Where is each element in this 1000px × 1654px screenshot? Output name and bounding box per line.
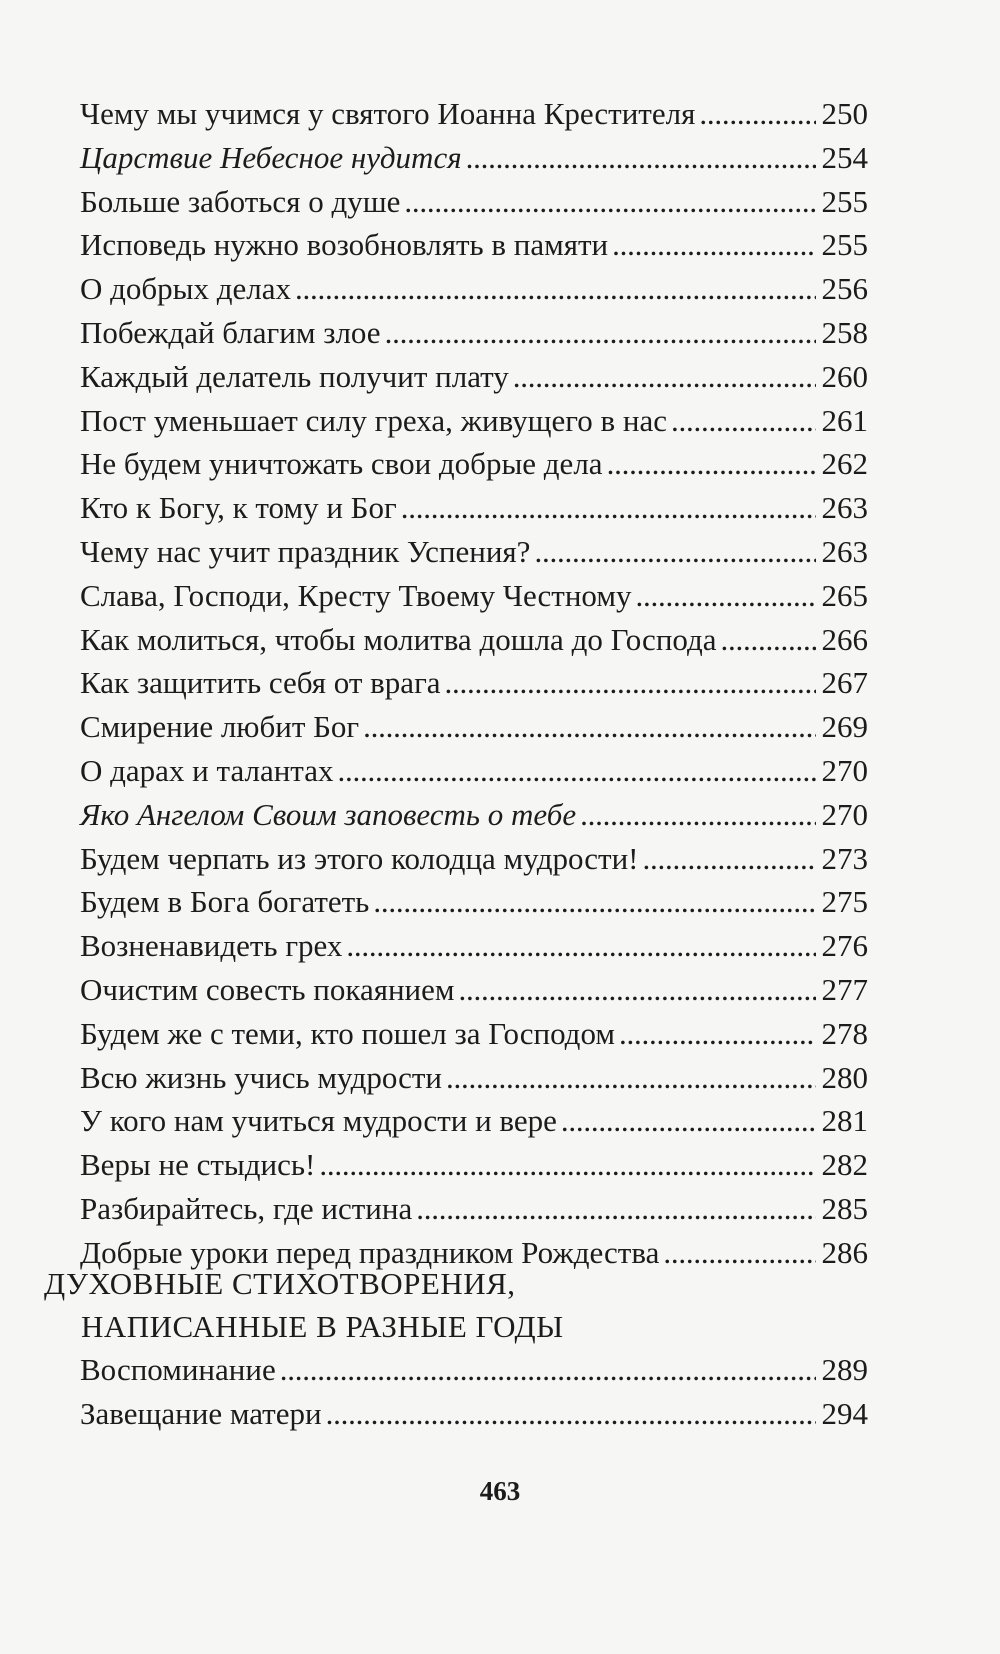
toc-entry-page: 280 (821, 1059, 868, 1095)
toc-entry-title: Возненавидеть грех (80, 928, 343, 964)
toc-entry (80, 1392, 868, 1436)
page-number: 463 (479, 1476, 521, 1506)
section-contents (80, 1348, 868, 1436)
dot-leader (580, 793, 815, 837)
toc-entry-page: 262 (821, 446, 868, 482)
toc-entry-page: 270 (821, 752, 868, 788)
toc-entry-title: Каждый делатель получит плату (80, 358, 509, 394)
dot-leader (534, 530, 815, 574)
dot-leader (699, 92, 815, 136)
toc-entry-page: 263 (821, 533, 868, 569)
toc-entry-page: 282 (821, 1147, 868, 1183)
toc-entry-title: Чему нас учит праздник Успения? (80, 533, 531, 569)
toc-entry (80, 223, 868, 267)
toc-entry (80, 1143, 868, 1187)
dot-leader (337, 749, 815, 793)
toc-entry-page: 294 (821, 1395, 868, 1431)
toc-entry-title: У кого нам учиться мудрости и вере (80, 1103, 557, 1139)
toc-entry (80, 924, 868, 968)
toc-entry (80, 486, 868, 530)
toc-entry-title: Смирение любит Бог (80, 709, 360, 745)
toc-entry (80, 574, 868, 618)
toc-entry-page: 289 (821, 1352, 868, 1387)
section-heading-line-1: ДУХОВНЫЕ СТИХОТВОРЕНИЯ, (44, 1266, 516, 1301)
dot-leader (295, 267, 815, 311)
toc-entry-page: 263 (821, 490, 868, 526)
toc-entry-page: 278 (821, 1015, 868, 1051)
dot-leader (642, 837, 815, 881)
toc-entry-page: 273 (821, 840, 868, 876)
toc-entry-title: Очистим совесть покаянием (80, 971, 455, 1007)
toc-entry-page: 275 (821, 884, 868, 920)
toc-entry-title: Будем черпать из этого колодца мудрости! (80, 840, 639, 876)
toc-entry (80, 880, 868, 924)
dot-leader (385, 311, 816, 355)
toc-entry-page: 285 (821, 1190, 868, 1226)
toc-entry-title: Всю жизнь учись мудрости (80, 1059, 443, 1095)
toc-entry-page: 269 (821, 709, 868, 745)
toc-entry-title: Добрые уроки перед праздником Рождества (80, 1234, 660, 1270)
dot-leader (404, 180, 815, 224)
dot-leader (513, 355, 816, 399)
toc-entry-title: Разбирайтесь, где истина (80, 1190, 413, 1226)
toc-entry-page: 265 (821, 577, 868, 613)
toc-entry-page: 250 (821, 96, 868, 131)
toc-entry-page: 254 (821, 139, 868, 175)
toc-entry-page: 270 (821, 796, 868, 832)
toc-entry (80, 661, 868, 705)
dot-leader (446, 1056, 815, 1100)
dot-leader (466, 136, 816, 180)
dot-leader (561, 1099, 816, 1143)
toc-entry (80, 355, 868, 399)
toc-entry-title: Побеждай благим злое (80, 314, 381, 350)
toc-entry (80, 618, 868, 662)
toc-entry-title: Как молиться, чтобы молитва дошла до Господа (80, 621, 717, 657)
dot-leader (445, 661, 816, 705)
toc-entry-page: 258 (821, 314, 868, 350)
toc-entry-title: О дарах и талантах (80, 752, 334, 788)
toc-entry-title: Воспоминание (80, 1352, 276, 1387)
toc-entry-title: Веры не стыдись! (80, 1147, 316, 1183)
section-heading (44, 1262, 564, 1348)
toc-entry (80, 442, 868, 486)
toc-entry-page: 255 (821, 227, 868, 263)
toc-entry (80, 92, 868, 136)
toc-entry-title: Будем в Бога богатеть (80, 884, 370, 920)
toc-entry (80, 311, 868, 355)
toc-entry-title: Царствие Небесное нудится (80, 139, 462, 175)
toc-entry-title: О добрых делах (80, 271, 292, 307)
toc-entry-page: 256 (821, 271, 868, 307)
toc-entry-title: Яко Ангелом Своим заповесть о тебе (80, 796, 577, 832)
dot-leader (401, 486, 816, 530)
table-of-contents (80, 92, 868, 1275)
toc-entry-title: Слава, Господи, Кресту Твоему Честному (80, 577, 632, 613)
toc-entry-title: Исповедь нужно возобновлять в памяти (80, 227, 609, 263)
toc-entry-page: 266 (821, 621, 868, 657)
toc-entry (80, 793, 868, 837)
toc-entry-title: Чему мы учимся у святого Иоанна Крестителя (80, 96, 696, 131)
toc-entry-title: Кто к Богу, к тому и Бог (80, 490, 397, 526)
toc-entry-title: Завещание матери (80, 1395, 322, 1431)
toc-entry (80, 1056, 868, 1100)
toc-entry (80, 968, 868, 1012)
toc-entry (80, 837, 868, 881)
toc-entry (80, 136, 868, 180)
toc-entry-title: Будем же с теми, кто пошел за Господом (80, 1015, 615, 1051)
toc-entry (80, 267, 868, 311)
toc-entry-page: 255 (821, 183, 868, 219)
dot-leader (346, 924, 815, 968)
toc-entry-page: 267 (821, 665, 868, 701)
toc-entry (80, 749, 868, 793)
dot-leader (326, 1392, 816, 1436)
dot-leader (363, 705, 815, 749)
toc-entry-title: Больше заботься о душе (80, 183, 401, 219)
dot-leader (280, 1348, 816, 1392)
section-heading-line-2: НАПИСАННЫЕ В РАЗНЫЕ ГОДЫ (81, 1309, 564, 1344)
toc-entry-page: 281 (821, 1103, 868, 1139)
toc-entry-title: Не будем уничтожать свои добрые дела (80, 446, 603, 482)
dot-leader (459, 968, 816, 1012)
dot-leader (635, 574, 815, 618)
dot-leader (319, 1143, 815, 1187)
dot-leader (663, 1231, 815, 1275)
dot-leader (619, 1012, 816, 1056)
toc-entry (80, 1348, 868, 1392)
toc-entry-page: 286 (821, 1234, 868, 1270)
toc-entry-page: 277 (821, 971, 868, 1007)
dot-leader (373, 880, 815, 924)
dot-leader (721, 618, 816, 662)
toc-entry-page: 260 (821, 358, 868, 394)
toc-entry (80, 1012, 868, 1056)
toc-entry-title: Как защитить себя от врага (80, 665, 441, 701)
toc-entry-page: 261 (821, 402, 868, 438)
dot-leader (416, 1187, 815, 1231)
dot-leader (607, 442, 816, 486)
toc-entry (80, 180, 868, 224)
dot-leader (671, 399, 816, 443)
toc-entry (80, 1187, 868, 1231)
toc-entry (80, 530, 868, 574)
toc-entry-page: 276 (821, 928, 868, 964)
toc-entry (80, 705, 868, 749)
toc-entry-title: Пост уменьшает силу греха, живущего в нас (80, 402, 667, 438)
toc-entry (80, 1099, 868, 1143)
dot-leader (612, 223, 815, 267)
toc-entry (80, 399, 868, 443)
